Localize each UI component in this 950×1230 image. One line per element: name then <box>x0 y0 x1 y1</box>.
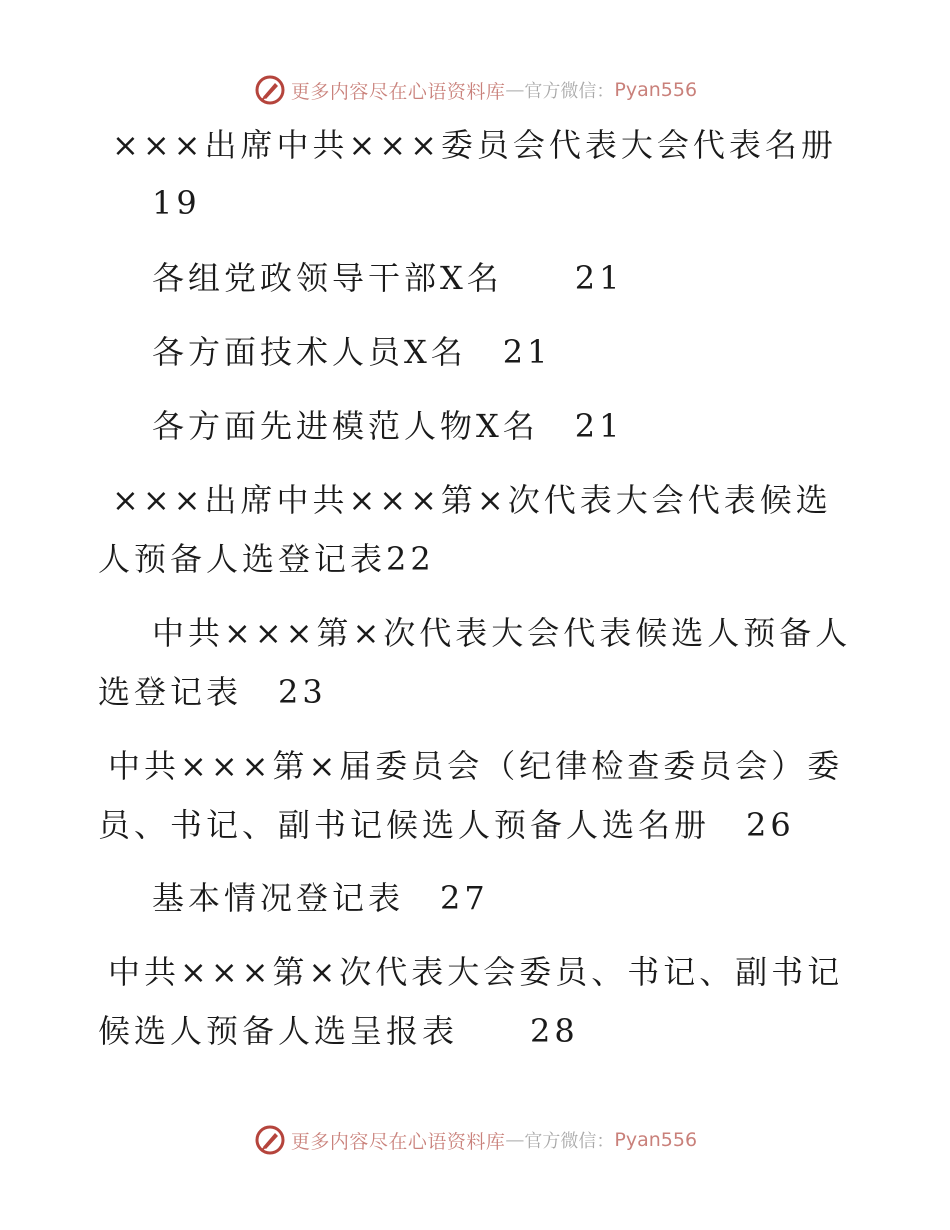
banner-title: 更多内容尽在心语资料库 <box>290 80 506 103</box>
banner-separator: — <box>505 79 525 101</box>
toc-line: 候选人预备人选呈报表 28 <box>98 1012 579 1050</box>
toc-line: 人预备人选登记表22 <box>98 540 435 578</box>
toc-line: 各方面技术人员X名 21 <box>152 333 552 371</box>
quill-logo-icon <box>253 1123 287 1157</box>
quill-logo-icon <box>253 73 287 107</box>
banner-wechat-label: 官方微信： <box>524 81 615 102</box>
footer-banner <box>0 1120 950 1160</box>
banner-wechat-id: Pyan556 <box>614 1129 698 1151</box>
toc-line: 19 <box>152 184 201 222</box>
toc-line: 员、书记、副书记候选人预备人选名册 26 <box>98 806 795 844</box>
toc-line: 中共×××第×届委员会（纪律检查委员会）委 <box>108 747 844 785</box>
toc-line: 各组党政领导干部X名 21 <box>152 259 624 297</box>
toc-line: 各方面先进模范人物X名 21 <box>152 407 624 445</box>
banner-wechat-label: 官方微信： <box>524 1131 615 1152</box>
toc-line: 中共×××第×次代表大会委员、书记、副书记 <box>108 953 844 991</box>
banner-title: 更多内容尽在心语资料库 <box>290 1130 506 1153</box>
banner-separator: — <box>505 1129 525 1151</box>
header-banner <box>0 70 950 110</box>
banner-wechat-id: Pyan556 <box>614 79 698 101</box>
toc-line: ×××出席中共×××委员会代表大会代表名册 <box>112 126 837 164</box>
toc-line: ×××出席中共×××第×次代表大会代表候选 <box>112 481 832 519</box>
toc-line: 基本情况登记表 27 <box>152 879 489 917</box>
toc-line: 选登记表 23 <box>98 673 327 711</box>
toc-line: 中共×××第×次代表大会代表候选人预备人 <box>152 614 852 652</box>
